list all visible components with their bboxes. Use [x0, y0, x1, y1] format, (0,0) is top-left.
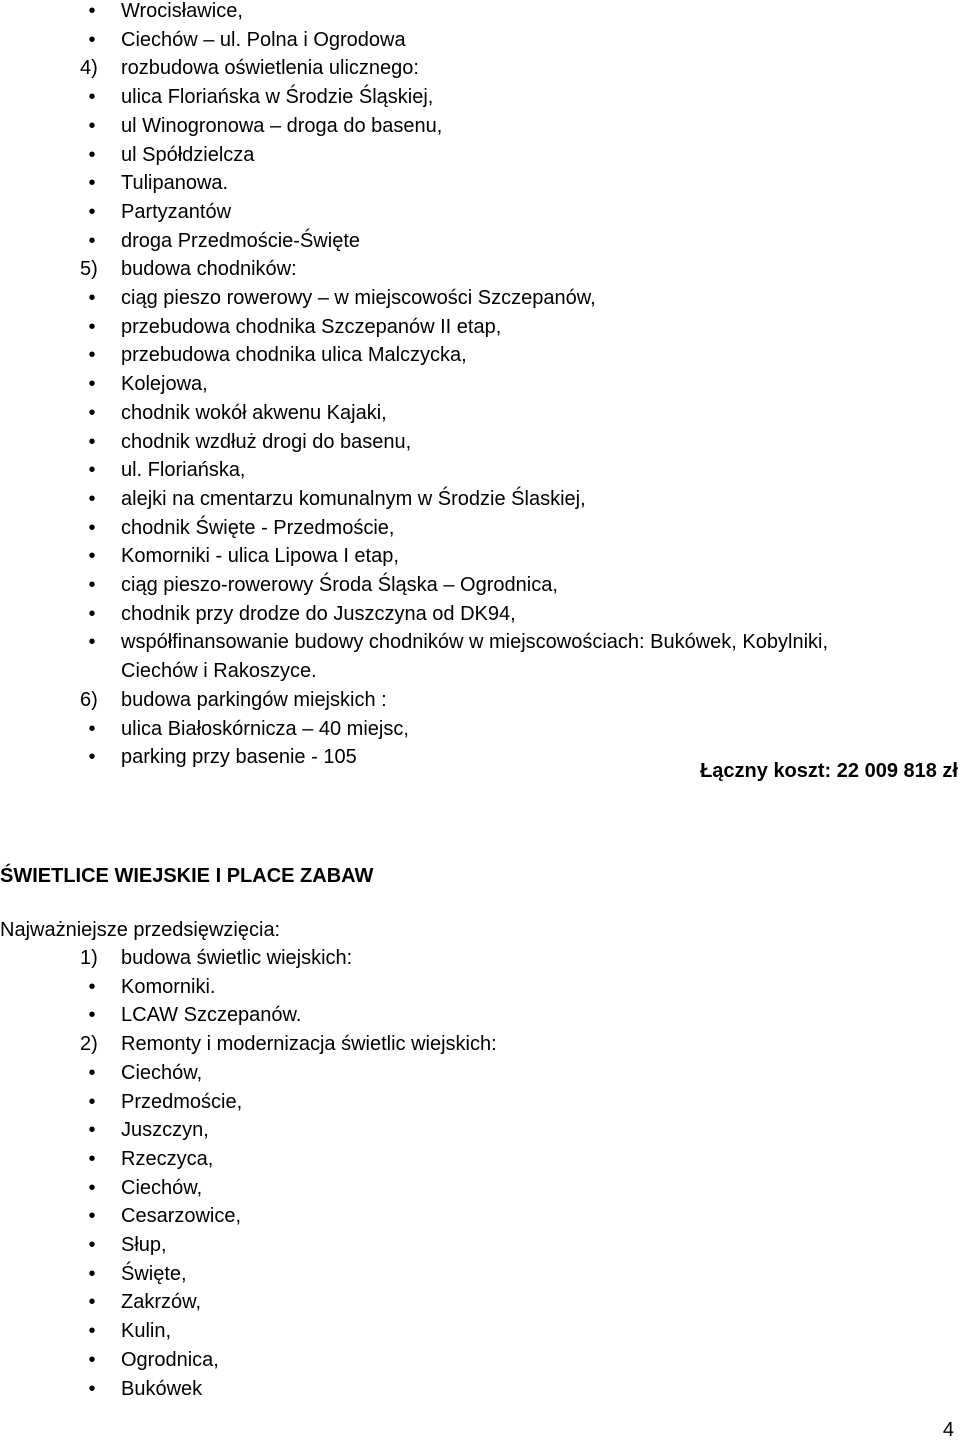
item-text: ciąg pieszo-rowerowy Środa Śląska – Ogrodnica,: [121, 574, 558, 596]
item-text: LCAW Szczepanów.: [121, 1004, 302, 1027]
item-text: Ciechów,: [121, 1176, 203, 1199]
item-text: ul Winogronowa – droga do basenu,: [121, 114, 443, 137]
bullet-icon: •: [88, 1176, 96, 1199]
section-heading: ŚWIETLICE WIEJSKIE I PLACE ZABAW: [0, 865, 374, 887]
bullet-icon: •: [88, 574, 96, 596]
bullet-icon: •: [88, 1090, 96, 1113]
bullet-icon: •: [88, 1234, 96, 1256]
bullet-icon: •: [88, 717, 96, 740]
item-text: Bukówek: [121, 1377, 203, 1400]
item-number: 2): [80, 1033, 98, 1056]
item-text: Remonty i modernizacja świetlic wiejskich:: [121, 1033, 497, 1056]
bullet-icon: •: [88, 373, 96, 396]
bullet-icon: •: [88, 1119, 96, 1142]
item-text: Słup,: [121, 1234, 167, 1256]
item-text: budowa chodników:: [121, 258, 297, 281]
item-text: Kolejowa,: [121, 373, 208, 396]
bullet-icon: •: [88, 1348, 96, 1371]
item-text: przebudowa chodnika Szczepanów II etap,: [121, 315, 502, 338]
item-text: Ciechów i Rakoszyce.: [121, 660, 317, 683]
bullet-icon: •: [88, 344, 96, 367]
bullet-icon: •: [88, 1377, 96, 1400]
bullet-icon: •: [88, 86, 96, 109]
bullet-icon: •: [88, 1061, 96, 1084]
page-number: 4: [942, 1419, 954, 1441]
item-text: Rzeczyca,: [121, 1147, 214, 1170]
item-text: chodnik przy drodze do Juszczyna od DK94,: [121, 602, 516, 625]
item-text: Cesarzowice,: [121, 1205, 242, 1228]
bullet-icon: •: [88, 172, 96, 195]
item-text: Komorniki - ulica Lipowa I etap,: [121, 545, 399, 568]
item-text: budowa parkingów miejskich :: [121, 688, 387, 711]
bullet-icon: •: [88, 746, 96, 769]
bullet-icon: •: [88, 401, 96, 424]
intro-text: Najważniejsze przedsięwzięcia:: [0, 919, 281, 941]
item-text: przebudowa chodnika ulica Malczycka,: [121, 344, 467, 367]
item-text: rozbudowa oświetlenia ulicznego:: [121, 57, 419, 80]
bullet-icon: •: [88, 229, 96, 252]
item-text: ciąg pieszo rowerowy – w miejscowości Szczepanów,: [121, 287, 596, 309]
bullet-icon: •: [88, 1205, 96, 1228]
item-number: 6): [80, 688, 98, 711]
item-text: parking przy basenie - 105: [121, 746, 357, 769]
bullet-icon: •: [88, 631, 96, 654]
bullet-icon: •: [88, 459, 96, 482]
bullet-icon: •: [88, 1262, 96, 1285]
item-text: alejki na cmentarzu komunalnym w Środzie Ślaskiej,: [121, 487, 586, 510]
item-text: Przedmoście,: [121, 1090, 243, 1113]
item-text: Juszczyn,: [121, 1119, 209, 1142]
bullet-icon: •: [88, 602, 96, 625]
bullet-icon: •: [88, 516, 96, 539]
item-number: 1): [80, 947, 98, 969]
item-text: chodnik wzdłuż drogi do basenu,: [121, 430, 412, 453]
bullet-icon: •: [88, 200, 96, 223]
item-text: ul Spółdzielcza: [121, 143, 255, 166]
item-text: droga Przedmoście-Święte: [121, 229, 360, 252]
item-text: Tulipanowa.: [121, 172, 229, 195]
item-text: budowa świetlic wiejskich:: [121, 947, 353, 969]
item-number: 5): [80, 258, 98, 281]
bullet-icon: •: [88, 315, 96, 338]
item-text: Zakrzów,: [121, 1291, 202, 1314]
bullet-icon: •: [88, 1004, 96, 1027]
item-text: Komorniki.: [121, 975, 216, 998]
total-cost: Łączny koszt: 22 009 818 zł: [700, 760, 958, 782]
bullet-icon: •: [88, 0, 96, 22]
item-text: ul. Floriańska,: [121, 459, 246, 482]
bullet-icon: •: [88, 545, 96, 568]
bullet-icon: •: [88, 143, 96, 166]
bullet-icon: •: [88, 28, 96, 51]
bullet-icon: •: [88, 1147, 96, 1170]
item-text: Partyzantów: [121, 200, 232, 223]
item-text: Ogrodnica,: [121, 1348, 219, 1371]
bullet-icon: •: [88, 287, 96, 309]
item-text: ulica Białoskórnicza – 40 miejsc,: [121, 717, 409, 740]
bullet-icon: •: [88, 430, 96, 453]
item-text: Święte,: [121, 1262, 187, 1285]
item-number: 4): [80, 57, 98, 80]
bullet-icon: •: [88, 487, 96, 510]
bullet-icon: •: [88, 1291, 96, 1314]
bullet-icon: •: [88, 1320, 96, 1343]
item-text: Ciechów,: [121, 1061, 203, 1084]
item-text: ulica Floriańska w Środzie Śląskiej,: [121, 86, 434, 109]
bullet-icon: •: [88, 975, 96, 998]
item-text: chodnik Święte - Przedmoście,: [121, 516, 395, 539]
bullet-icon: •: [88, 114, 96, 137]
item-text: Ciechów – ul. Polna i Ogrodowa: [121, 28, 406, 51]
item-text: chodnik wokół akwenu Kajaki,: [121, 401, 387, 424]
item-text: współfinansowanie budowy chodników w miejscowościach: Bukówek, Kobylniki,: [121, 631, 829, 654]
item-text: Kulin,: [121, 1320, 172, 1343]
item-text: Wrocisławice,: [121, 0, 243, 22]
